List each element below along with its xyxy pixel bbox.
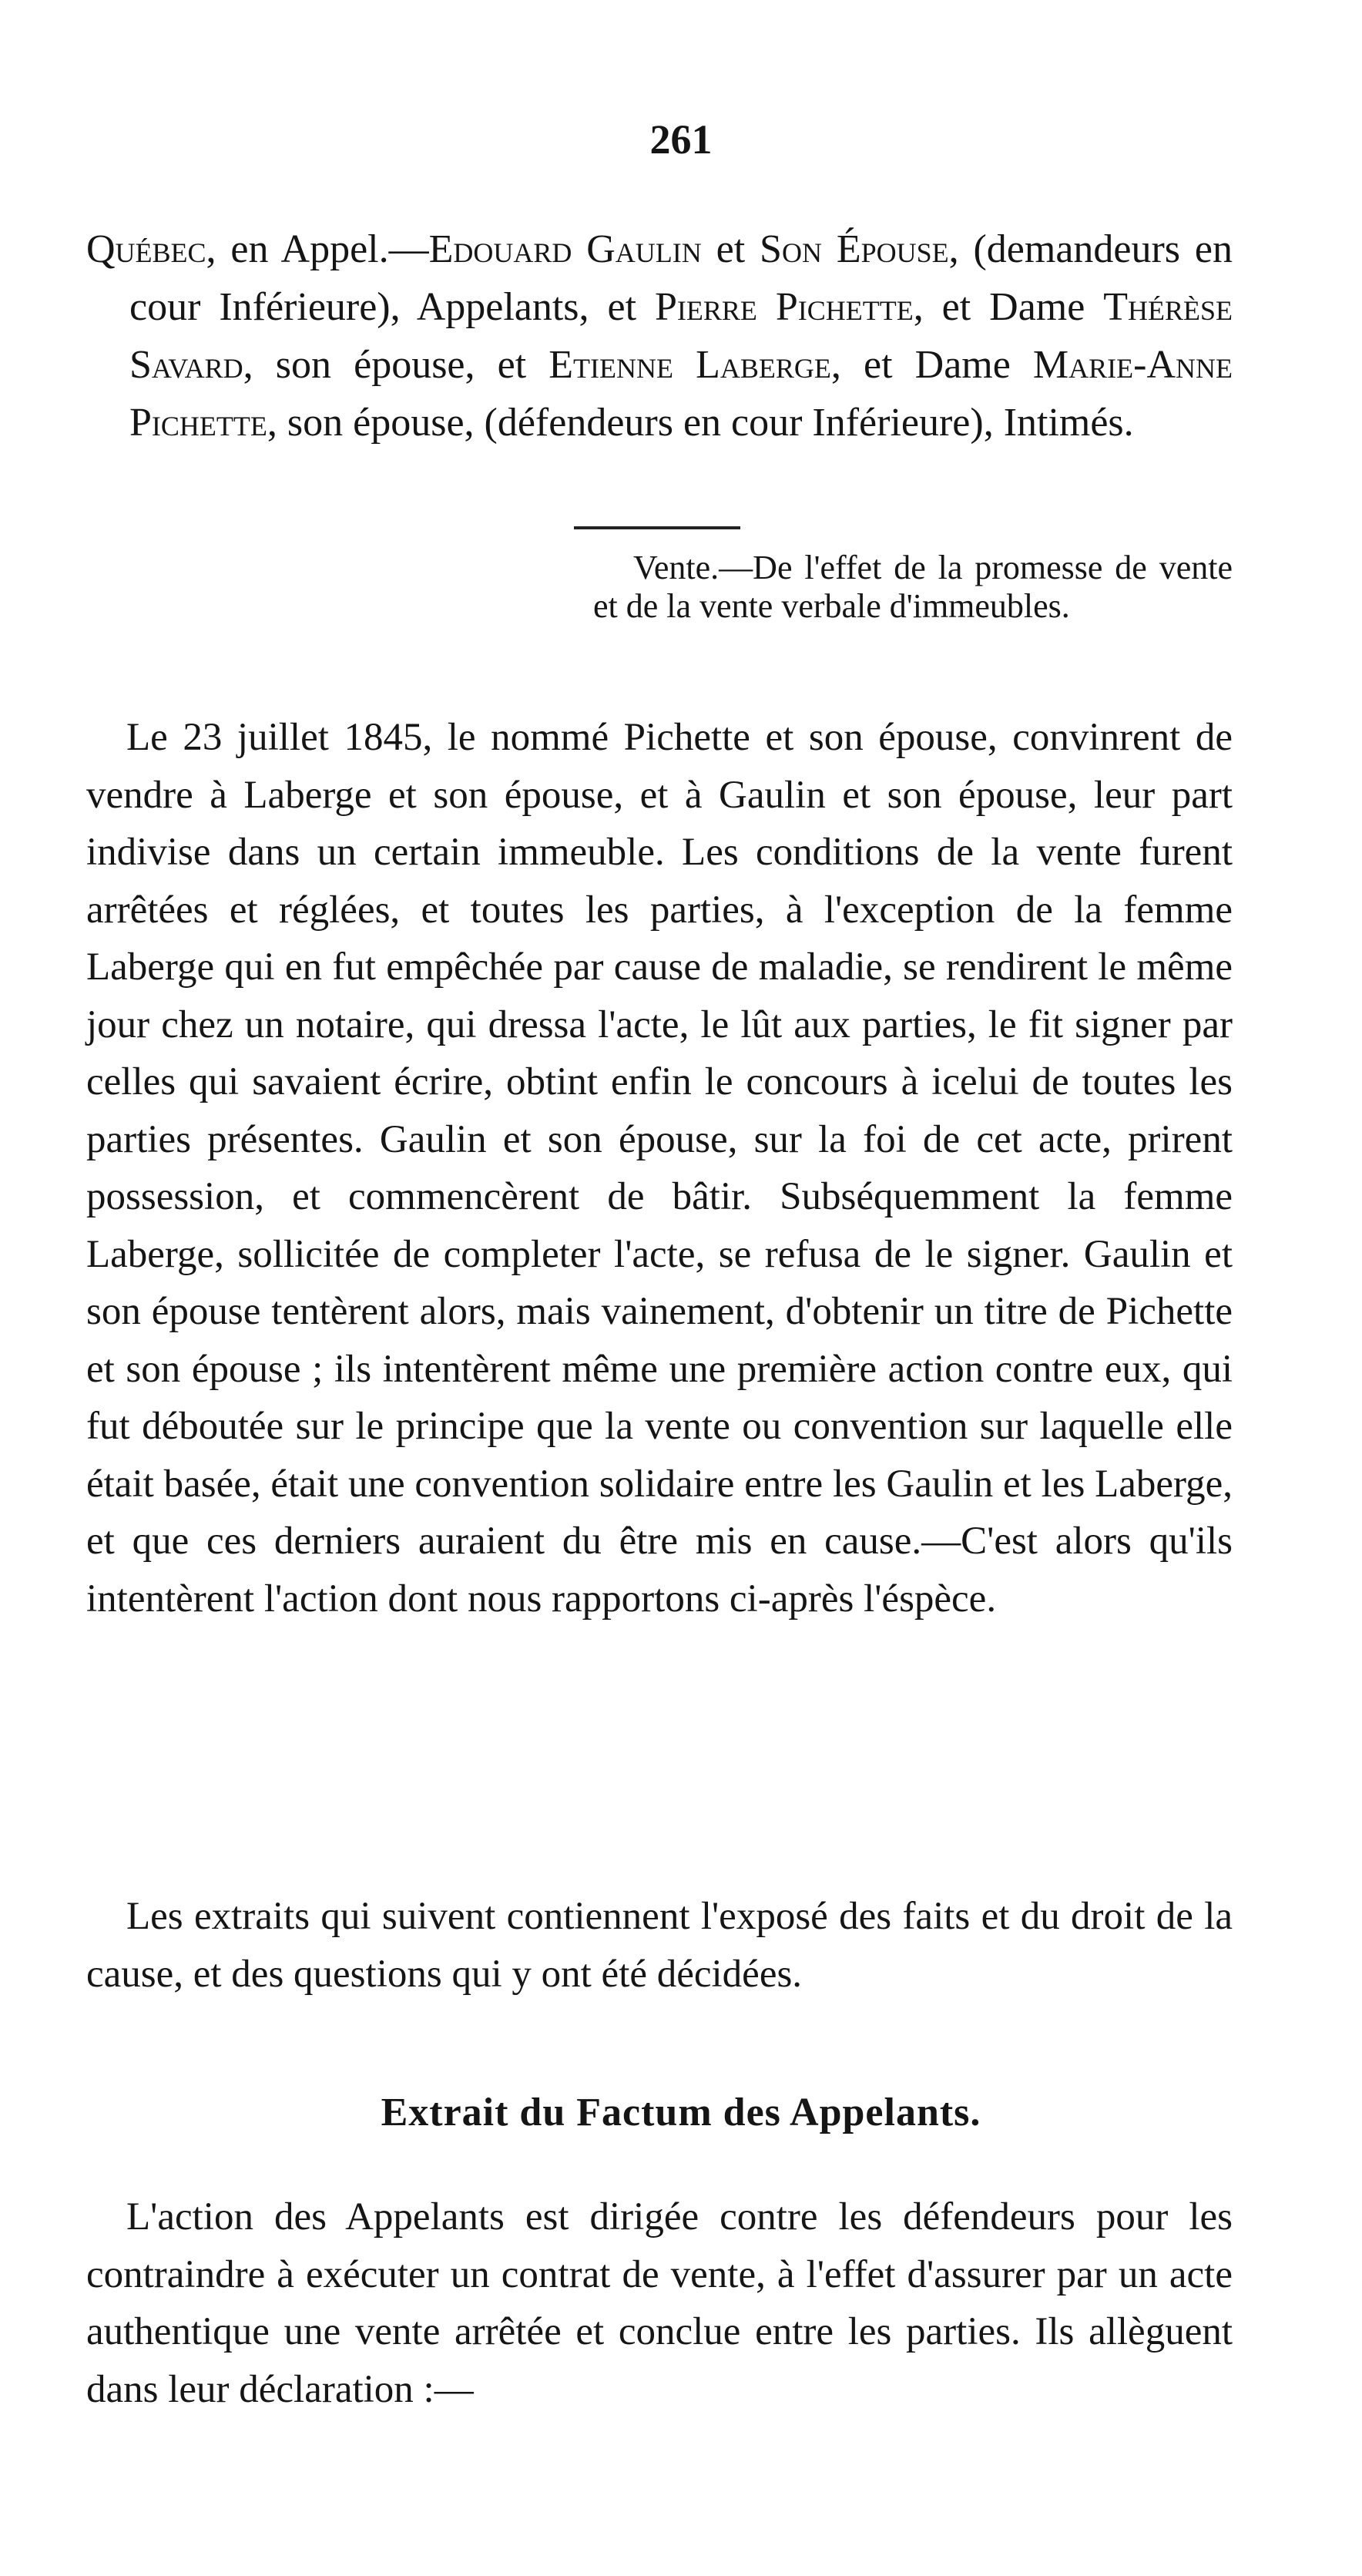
heading-text-segment: son épouse, et [253,343,549,387]
heading-name-segment: Québec, [86,227,216,271]
page-number: 261 [649,116,713,163]
heading-text-segment: et Dame [923,285,1104,329]
heading-name-segment: Etienne Laberge, [548,343,841,387]
heading-text-segment: son épouse, (défendeurs en cour Inférieure), Intimés. [277,401,1134,445]
heading-name-segment: Edouard Gaulin [428,227,702,271]
heading-name-segment: Pierre Pichette, [654,285,924,329]
paragraph-appelants: L'action des Appelants est dirigée contre les défendeurs pour les contraindre à exécuter un contrat de vente, à l'effet d'assurer par un acte authentique une vente arrêtée et conclue entre les parties. Ils allèguent dans leur déclaration :— [86,2195,1233,2411]
heading-text-segment: et Dame [840,343,1033,387]
section-title: Extrait du Factum des Appelants. [381,2091,981,2134]
heading-text-segment: (demandeurs en cour Inférieure), Appelants, et [129,227,1233,329]
heading-name-segment: Son Épouse, [760,227,959,271]
heading-text-segment: et [701,227,760,271]
heading-name-segment: Marie-Anne Pichette, [129,343,1233,445]
separator-rule [574,526,740,529]
heading-text-segment: en Appel.— [216,227,429,271]
case-summary: Vente.—De l'effet de la promesse de vente et de la vente verbale d'immeubles. [593,549,1233,625]
paragraph-facts: Le 23 juillet 1845, le nommé Pichette et son épouse, convinrent de vendre à Laberge et son épouse, et à Gaulin et son épouse, leur part indivise dans un certain immeuble. Les conditions de la vente furent arrêtées et réglées, et toutes les parties, à l'exception de la femme Laberge qui en fut empêchée par cause de maladie, se rendirent le même jour chez un notaire, qui dressa l'acte, le lût aux parties, le fit signer par celles qui savaient écrire, obtint enfin le concours à icelui de toutes les parties présentes. Gaulin et son épouse, sur la foi de cet acte, prirent possession, et commencèrent de bâtir. Subséquemment la femme Laberge, sollicitée de completer l'acte, se refusa de le signer. Gaulin et son épouse tentèrent alors, mais vainement, d'obtenir un titre de Pichette et son épouse ; ils intentèrent même une première action contre eux, qui fut déboutée sur le principe que la vente ou convention sur laquelle elle était basée, était une convention solidaire entre les Gaulin et les Laberge, et que ces derniers auraient du être mis en cause.—C'est alors qu'ils intentèrent l'action dont nous rapportons ci-après l'éspèce. [86,716,1233,1620]
case-heading [86,220,1233,452]
paragraph-intro-extracts: Les extraits qui suivent contiennent l'exposé des faits et du droit de la cause, et des questions qui y ont été décidées. [86,1895,1233,1996]
heading-name-segment: Thérèse Savard, [129,285,1233,387]
